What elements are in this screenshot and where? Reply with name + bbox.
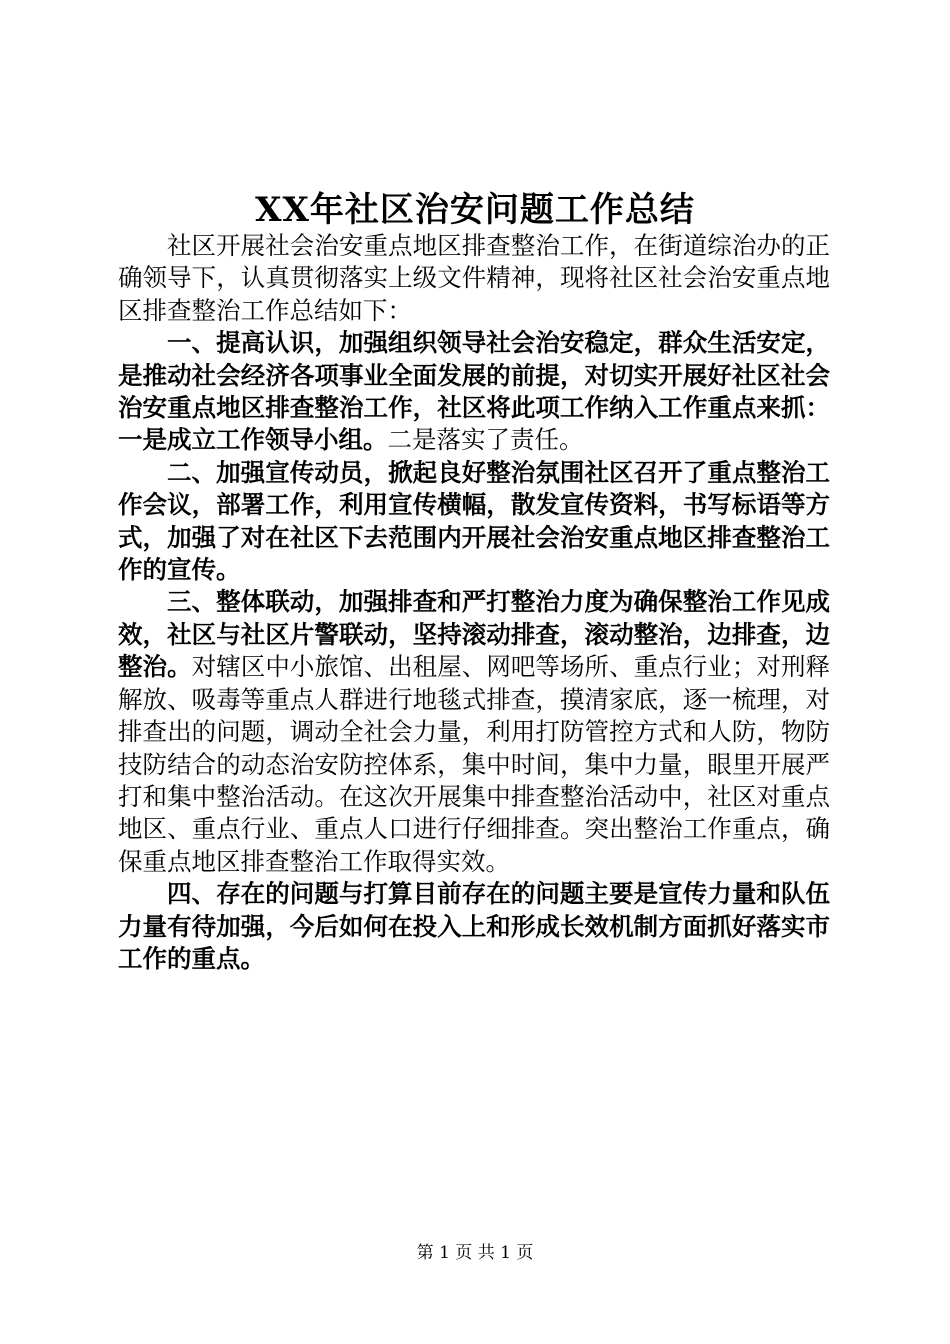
paragraph-intro (118, 230, 830, 327)
paragraph-section-1-text: 二是落实了责任。 (387, 425, 584, 455)
paragraph-section-2-bold: 二、加强宣传动员，掀起良好整治氛围社区召开了重点整治工作会议，部署工作，利用宣传横幅，散发宣传资料，书写标语等方式，加强了对在社区下去范围内开展社会治安重点地区排查整治工作的宣传。 (118, 457, 830, 585)
page-footer: 第 1 页 共 1 页 (416, 1243, 534, 1263)
paragraph-intro-text: 社区开展社会治安重点地区排查整治工作，在街道综治办的正确领导下，认真贯彻落实上级文件精神，现将社区社会治安重点地区排查整治工作总结如下： (118, 231, 830, 325)
paragraph-section-2 (118, 457, 830, 587)
document-title: XX年社区治安问题工作总结 (255, 190, 695, 230)
paragraph-section-4 (118, 878, 830, 975)
paragraph-section-3-text: 对辖区中小旅馆、出租屋、网吧等场所、重点行业；对刑释解放、吸毒等重点人群进行地毯式排查，摸清家底，逐一梳理，对排查出的问题，调动全社会力量，利用打防管控方式和人防，物防技防结合的动态治安防控体系，集中时间，集中力量，眼里开展严打和集中整治活动。在这次开展集中排查整治活动中，社区对重点地区、重点行业、重点人口进行仔细排查。突出整治工作重点，确保重点地区排查整治工作取得实效。 (118, 652, 831, 876)
paragraph-section-3 (118, 586, 830, 878)
document-body (118, 230, 830, 975)
paragraph-section-4-bold: 四、存在的问题与打算目前存在的问题主要是宣传力量和队伍力量有待加强，今后如何在投入上和形成长效机制方面抓好落实市工作的重点。 (118, 879, 830, 973)
paragraph-section-1 (118, 327, 830, 457)
paragraph-section-3-bold: 三、整体联动，加强排查和严打整治力度为确保整治工作见成效，社区与社区片警联动，坚持滚动排查，滚动整治，边排查，边整治。 (118, 587, 830, 682)
paragraph-section-1-bold: 一、提高认识，加强组织领导社会治安稳定，群众生活安定，是推动社会经济各项事业全面发展的前提，对切实开展好社区社会治安重点地区排查整治工作，社区将此项工作纳入工作重点来抓：一是成立工作领导小组。 (118, 328, 830, 455)
